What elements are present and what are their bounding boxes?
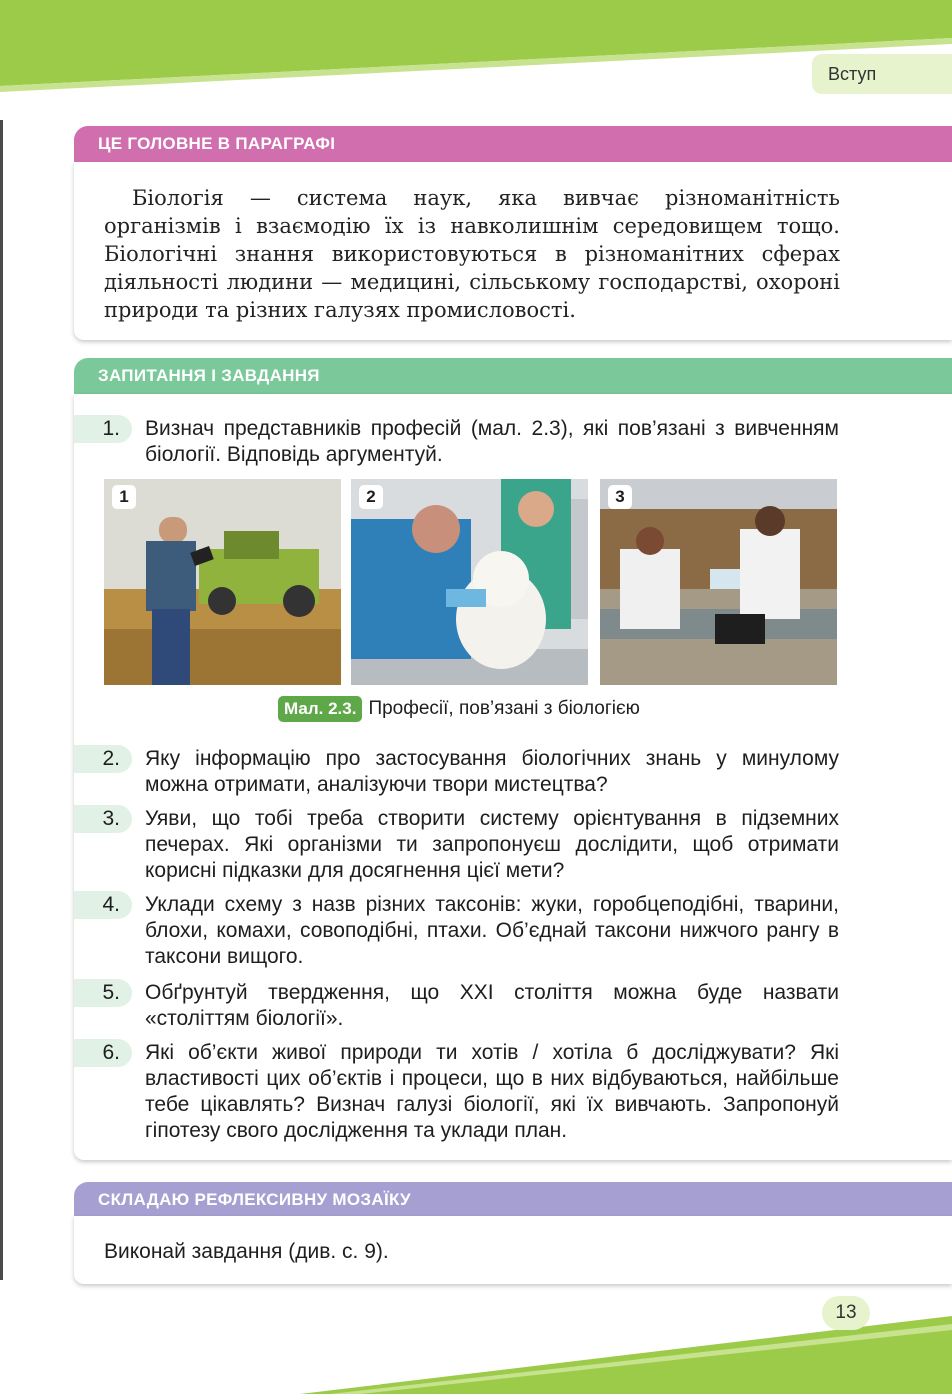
- question-number: 5.: [74, 979, 132, 1007]
- photo-number: 2: [359, 485, 383, 509]
- photo-farmer: [104, 479, 341, 685]
- question-text: Яку інформацію про застосування біологічних знань у минулому можна отримати, аналізуючи твори мистецтва?: [145, 747, 839, 796]
- summary-block: [74, 126, 952, 340]
- figure-caption: [278, 696, 640, 722]
- summary-text: Біологія — система наук, яка вивчає різноманітність організмів і взаємодію їх із навколишнім середовищем тощо. Біологічні знання використовуються в різноманітних сферах діяльності людини — медицині, сільському господарстві, охороні природи та різних галузях промисловості.: [104, 186, 840, 322]
- figure-label: Мал. 2.3.: [278, 696, 362, 722]
- summary-title: ЦЕ ГОЛОВНЕ В ПАРАГРАФІ: [74, 126, 952, 162]
- summary-body: [74, 162, 952, 340]
- reflex-body: [74, 1216, 952, 1284]
- page-number: 13: [822, 1296, 870, 1330]
- question-text: Уклади схему з назв різних таксонів: жуки, горобцеподібні, тварини, блохи, комахи, совоподібні, птахи. Об’єднай таксони нижчого рангу в таксони вищого.: [145, 893, 839, 968]
- question-text: Визнач представників професій (мал. 2.3), які пов’язані з вивченням біології. Відповідь аргументуй.: [145, 417, 839, 466]
- question-text: Обґрунтуй твердження, що XXI століття можна буде назвати «століттям біології».: [145, 981, 839, 1030]
- photo-number: 1: [112, 485, 136, 509]
- question-text: Які об’єкти живої природи ти хотів / хотіла б досліджувати? Які властивості цих об’єктів і процеси, що в них відбуваються, найбільше тебе цікавлять? Визнач галузі біології, які їх вивчають. Запропонуй гіпотезу свого дослідження та уклади план.: [145, 1041, 839, 1142]
- page-edge: [0, 120, 3, 1280]
- photo-scientists: [600, 479, 837, 685]
- figure-caption-text: Професії, пов’язані з біологією: [368, 698, 640, 719]
- photo-veterinarian: [351, 479, 588, 685]
- reflex-title: СКЛАДАЮ РЕФЛЕКСИВНУ МОЗАЇКУ: [74, 1182, 952, 1218]
- reflex-block: [74, 1182, 952, 1284]
- question-number: 2.: [74, 745, 132, 773]
- bottom-decor-band: [0, 1300, 952, 1394]
- question-number: 6.: [74, 1039, 132, 1067]
- question-number: 3.: [74, 805, 132, 833]
- reflex-text: Виконай завдання (див. с. 9).: [104, 1240, 389, 1263]
- question-number: 4.: [74, 891, 132, 919]
- question-text: Уяви, що тобі треба створити систему орієнтування в підземних печерах. Які організми ти запропонуєш дослідити, щоб отримати корисні підказки для досягнення цієї мети?: [145, 807, 839, 882]
- top-decor-band: [0, 0, 952, 100]
- photo-number: 3: [608, 485, 632, 509]
- question-number: 1.: [74, 415, 132, 443]
- questions-title: ЗАПИТАННЯ І ЗАВДАННЯ: [74, 358, 952, 394]
- section-tab: Вступ: [812, 54, 952, 94]
